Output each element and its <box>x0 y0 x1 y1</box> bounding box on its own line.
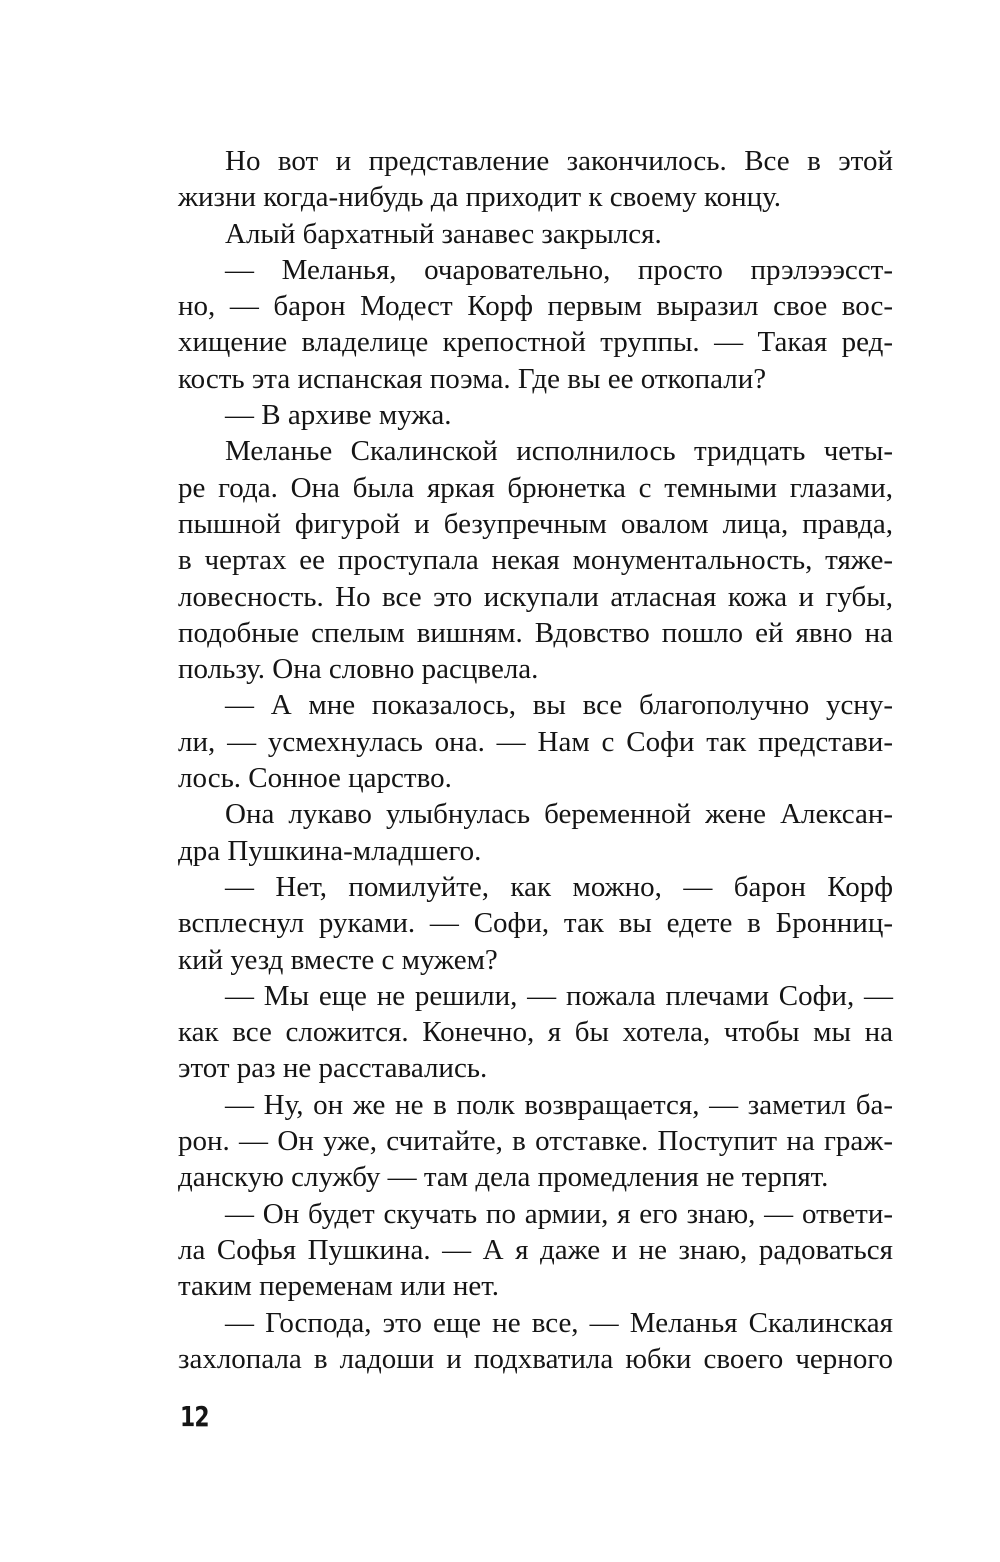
text-line: ре года. Она была яркая брюнетка с темными глазами, <box>178 471 893 504</box>
text-line: пользу. Она словно расцвела. <box>178 653 539 686</box>
text-line: таким переменам или нет. <box>178 1270 499 1303</box>
text-line: Она лукаво улыбнулась беременной жене Алексан- <box>225 798 893 831</box>
text-line: — В архиве мужа. <box>225 399 452 432</box>
text-line: — Нет, помилуйте, как можно, — барон Корф <box>225 870 893 903</box>
text-line: всплеснул руками. — Софи, так вы едете в Бронниц- <box>178 907 893 940</box>
text-line: данскую службу — там дела промедления не терпят. <box>178 1161 829 1194</box>
text-line: Но вот и представление закончилось. Все в этой <box>225 145 893 177</box>
text-line: дра Пушкина-младшего. <box>178 834 482 867</box>
page-number: 12 <box>180 1400 209 1433</box>
text-line: — А мне показалось, вы все благополучно усну- <box>225 689 893 722</box>
text-line: в чертах ее проступала некая монументальность, тяже- <box>178 544 893 577</box>
text-line: — Он будет скучать по армии, я его знаю, — ответи- <box>225 1197 893 1230</box>
text-line: — Меланья, очаровательно, просто прэлэээсст- <box>225 253 893 286</box>
text-line: — Ну, он же не в полк возвращается, — заметил ба- <box>225 1088 893 1121</box>
text-line: жизни когда-нибудь да приходит к своему концу. <box>178 181 781 214</box>
text-line: пышной фигурой и безупречным овалом лица, правда, <box>178 507 893 540</box>
body-text <box>178 143 893 1377</box>
text-line: но, — барон Модест Корф первым выразил свое вос- <box>178 290 893 323</box>
text-line: хищение владелице крепостной труппы. — Такая ред- <box>178 326 893 359</box>
text-line: рон. — Он уже, считайте, в отставке. Поступит на граж- <box>178 1125 893 1158</box>
text-line: — Мы еще не решили, — пожала плечами Софи, — <box>225 979 893 1012</box>
text-line: — Господа, это еще не все, — Меланья Скалинская <box>225 1306 893 1339</box>
text-line: кость эта испанская поэма. Где вы ее откопали? <box>178 362 767 395</box>
text-line: лось. Сонное царство. <box>178 762 452 795</box>
text-line: ли, — усмехнулась она. — Нам с Софи так представи- <box>178 725 893 758</box>
text-line: захлопала в ладоши и подхватила юбки своего черного <box>178 1342 893 1375</box>
text-line: подобные спелым вишням. Вдовство пошло ей явно на <box>178 616 893 649</box>
text-line: ла Софья Пушкина. — А я даже и не знаю, радоваться <box>178 1233 893 1266</box>
text-line: Алый бархатный занавес закрылся. <box>225 217 662 250</box>
text-line: кий уезд вместе с мужем? <box>178 943 498 976</box>
text-line: как все сложится. Конечно, я бы хотела, чтобы мы на <box>178 1016 893 1049</box>
text-line: ловесность. Но все это искупали атласная кожа и губы, <box>178 580 893 613</box>
text-line: этот раз не расставались. <box>178 1052 488 1085</box>
text-line: Меланье Скалинской исполнилось тридцать четы- <box>225 435 893 468</box>
